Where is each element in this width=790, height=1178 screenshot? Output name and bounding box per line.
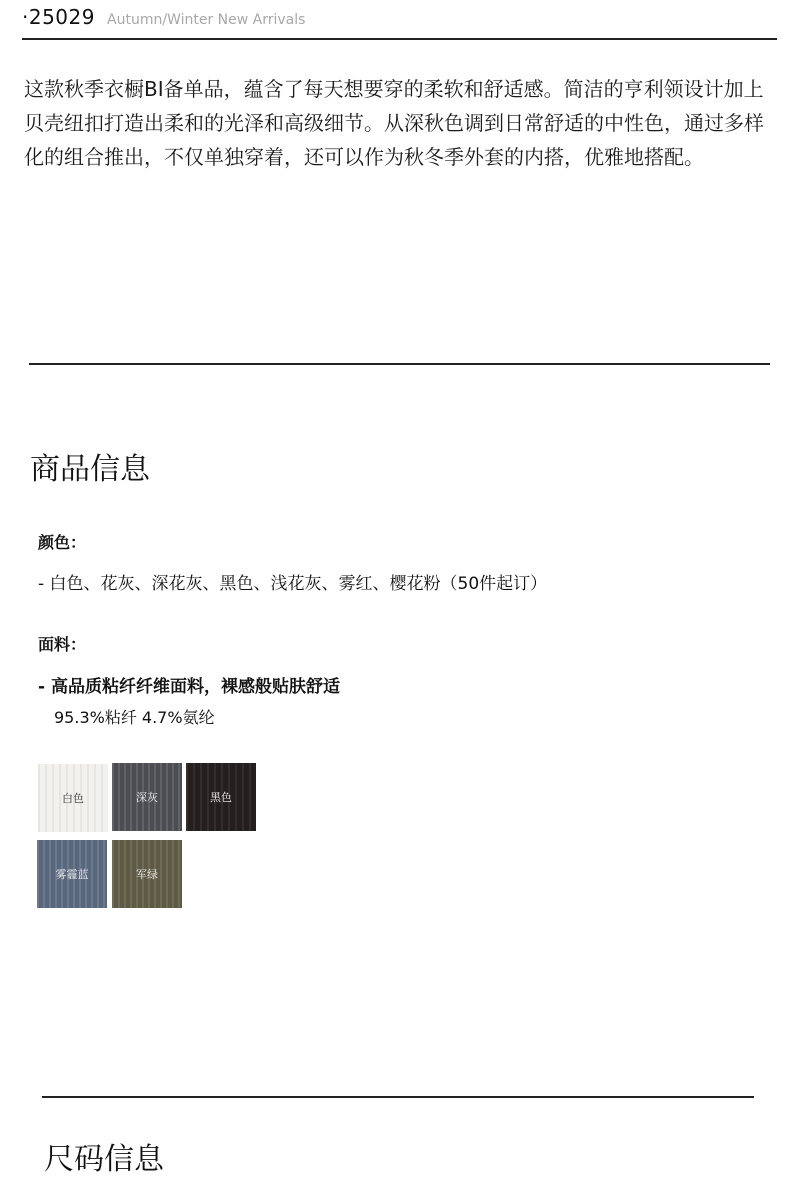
product-info-title: 商品信息 <box>30 452 150 487</box>
swatch-label: 深灰 <box>136 791 158 804</box>
swatch-white <box>38 764 108 832</box>
swatch-label: 雾霾蓝 <box>55 868 89 881</box>
swatch-haze-blue <box>37 840 107 908</box>
swatch-dark-grey <box>112 763 182 831</box>
collection-subtitle: Autumn/Winter New Arrivals <box>107 12 306 28</box>
swatch-army-green <box>112 840 182 908</box>
swatch-black <box>186 763 256 831</box>
swatch-label: 黑色 <box>210 791 232 804</box>
fabric-highlight: - 高品质粘纤纤维面料，裸感般贴肤舒适 <box>38 677 340 697</box>
size-info-title: 尺码信息 <box>44 1142 164 1177</box>
swatch-label: 白色 <box>62 792 84 805</box>
color-values: - 白色、花灰、深花灰、黑色、浅花灰、雾红、樱花粉（50件起订） <box>38 574 548 594</box>
color-label: 颜色： <box>38 533 87 552</box>
product-description: 这款秋季衣橱BI备单品，蕴含了每天想要穿的柔软和舒适感。简洁的亨利领设计加上贝壳纽扣打造出柔和的光泽和高级细节。从深秋色调到日常舒适的中性色，通过多样化的组合推出，不仅单独穿着，还可以作为秋冬季外套的内搭，优雅地搭配。 <box>24 77 764 169</box>
section-divider-bottom <box>42 1096 754 1098</box>
header-divider <box>22 38 777 40</box>
fabric-label: 面料： <box>38 635 87 654</box>
fabric-composition: 95.3%粘纤 4.7%氨纶 <box>54 708 215 727</box>
product-code: ·25029 <box>22 5 95 29</box>
section-divider <box>29 363 770 365</box>
swatch-label: 军绿 <box>136 868 158 881</box>
